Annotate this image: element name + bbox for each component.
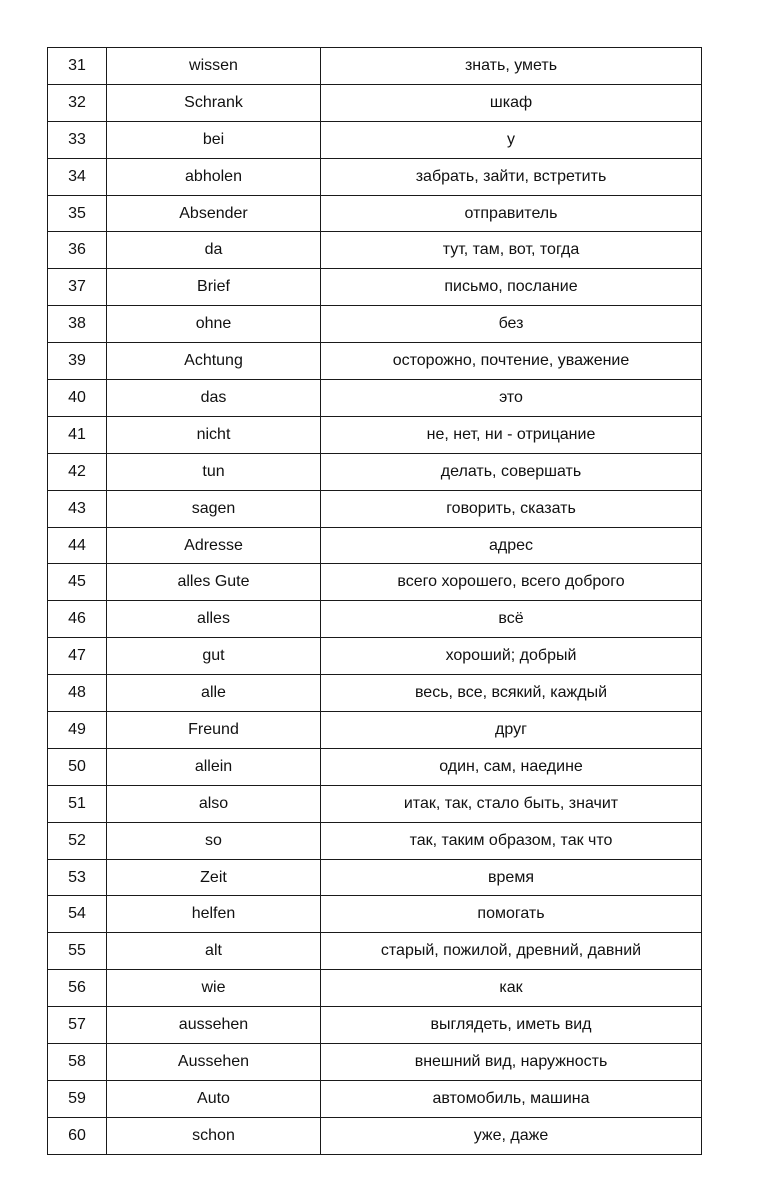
russian-translation-cell: итак, так, стало быть, значит <box>321 785 702 822</box>
german-word-cell: bei <box>107 121 321 158</box>
russian-translation-cell: помогать <box>321 896 702 933</box>
german-word-cell: allein <box>107 748 321 785</box>
table-row <box>48 121 702 158</box>
row-number-cell: 33 <box>48 121 107 158</box>
german-word-cell: sagen <box>107 490 321 527</box>
german-word-cell: gut <box>107 638 321 675</box>
table-row <box>48 785 702 822</box>
vocabulary-table-body <box>48 48 702 1155</box>
row-number-cell: 31 <box>48 48 107 85</box>
table-row <box>48 158 702 195</box>
table-row <box>48 712 702 749</box>
table-row <box>48 822 702 859</box>
table-row <box>48 859 702 896</box>
row-number-cell: 57 <box>48 1007 107 1044</box>
vocabulary-sheet <box>47 47 701 1155</box>
row-number-cell: 59 <box>48 1080 107 1117</box>
table-row <box>48 1007 702 1044</box>
german-word-cell: Auto <box>107 1080 321 1117</box>
russian-translation-cell: знать, уметь <box>321 48 702 85</box>
russian-translation-cell: выглядеть, иметь вид <box>321 1007 702 1044</box>
russian-translation-cell: делать, совершать <box>321 453 702 490</box>
russian-translation-cell: тут, там, вот, тогда <box>321 232 702 269</box>
german-word-cell: Aussehen <box>107 1044 321 1081</box>
row-number-cell: 54 <box>48 896 107 933</box>
russian-translation-cell: адрес <box>321 527 702 564</box>
row-number-cell: 34 <box>48 158 107 195</box>
row-number-cell: 35 <box>48 195 107 232</box>
row-number-cell: 60 <box>48 1117 107 1154</box>
russian-translation-cell: это <box>321 380 702 417</box>
row-number-cell: 49 <box>48 712 107 749</box>
table-row <box>48 1117 702 1154</box>
german-word-cell: das <box>107 380 321 417</box>
german-word-cell: wissen <box>107 48 321 85</box>
row-number-cell: 44 <box>48 527 107 564</box>
row-number-cell: 46 <box>48 601 107 638</box>
table-row <box>48 380 702 417</box>
row-number-cell: 51 <box>48 785 107 822</box>
table-row <box>48 1080 702 1117</box>
table-row <box>48 933 702 970</box>
vocabulary-table <box>47 47 702 1155</box>
german-word-cell: ohne <box>107 306 321 343</box>
russian-translation-cell: весь, все, всякий, каждый <box>321 675 702 712</box>
german-word-cell: alt <box>107 933 321 970</box>
russian-translation-cell: говорить, сказать <box>321 490 702 527</box>
german-word-cell: Zeit <box>107 859 321 896</box>
table-row <box>48 453 702 490</box>
table-row <box>48 84 702 121</box>
russian-translation-cell: как <box>321 970 702 1007</box>
row-number-cell: 38 <box>48 306 107 343</box>
table-row <box>48 896 702 933</box>
row-number-cell: 50 <box>48 748 107 785</box>
russian-translation-cell: время <box>321 859 702 896</box>
row-number-cell: 37 <box>48 269 107 306</box>
table-row <box>48 232 702 269</box>
russian-translation-cell: друг <box>321 712 702 749</box>
row-number-cell: 32 <box>48 84 107 121</box>
table-row <box>48 48 702 85</box>
german-word-cell: alles Gute <box>107 564 321 601</box>
german-word-cell: Schrank <box>107 84 321 121</box>
row-number-cell: 43 <box>48 490 107 527</box>
russian-translation-cell: осторожно, почтение, уважение <box>321 343 702 380</box>
german-word-cell: aussehen <box>107 1007 321 1044</box>
russian-translation-cell: так, таким образом, так что <box>321 822 702 859</box>
russian-translation-cell: у <box>321 121 702 158</box>
row-number-cell: 40 <box>48 380 107 417</box>
table-row <box>48 564 702 601</box>
german-word-cell: also <box>107 785 321 822</box>
german-word-cell: wie <box>107 970 321 1007</box>
table-row <box>48 269 702 306</box>
russian-translation-cell: один, сам, наедине <box>321 748 702 785</box>
row-number-cell: 47 <box>48 638 107 675</box>
table-row <box>48 195 702 232</box>
russian-translation-cell: старый, пожилой, древний, давний <box>321 933 702 970</box>
russian-translation-cell: шкаф <box>321 84 702 121</box>
row-number-cell: 58 <box>48 1044 107 1081</box>
table-row <box>48 343 702 380</box>
german-word-cell: alle <box>107 675 321 712</box>
russian-translation-cell: письмо, послание <box>321 269 702 306</box>
russian-translation-cell: уже, даже <box>321 1117 702 1154</box>
table-row <box>48 306 702 343</box>
german-word-cell: Absender <box>107 195 321 232</box>
german-word-cell: schon <box>107 1117 321 1154</box>
table-row <box>48 490 702 527</box>
russian-translation-cell: автомобиль, машина <box>321 1080 702 1117</box>
row-number-cell: 55 <box>48 933 107 970</box>
row-number-cell: 42 <box>48 453 107 490</box>
table-row <box>48 638 702 675</box>
table-row <box>48 601 702 638</box>
row-number-cell: 52 <box>48 822 107 859</box>
row-number-cell: 45 <box>48 564 107 601</box>
german-word-cell: alles <box>107 601 321 638</box>
row-number-cell: 56 <box>48 970 107 1007</box>
table-row <box>48 416 702 453</box>
russian-translation-cell: отправитель <box>321 195 702 232</box>
german-word-cell: Achtung <box>107 343 321 380</box>
russian-translation-cell: не, нет, ни - отрицание <box>321 416 702 453</box>
table-row <box>48 1044 702 1081</box>
row-number-cell: 41 <box>48 416 107 453</box>
russian-translation-cell: хороший; добрый <box>321 638 702 675</box>
german-word-cell: Brief <box>107 269 321 306</box>
row-number-cell: 53 <box>48 859 107 896</box>
table-row <box>48 675 702 712</box>
russian-translation-cell: забрать, зайти, встретить <box>321 158 702 195</box>
russian-translation-cell: внешний вид, наружность <box>321 1044 702 1081</box>
row-number-cell: 36 <box>48 232 107 269</box>
german-word-cell: helfen <box>107 896 321 933</box>
russian-translation-cell: всего хорошего, всего доброго <box>321 564 702 601</box>
german-word-cell: tun <box>107 453 321 490</box>
german-word-cell: nicht <box>107 416 321 453</box>
german-word-cell: Adresse <box>107 527 321 564</box>
row-number-cell: 48 <box>48 675 107 712</box>
german-word-cell: abholen <box>107 158 321 195</box>
table-row <box>48 527 702 564</box>
russian-translation-cell: без <box>321 306 702 343</box>
row-number-cell: 39 <box>48 343 107 380</box>
table-row <box>48 748 702 785</box>
german-word-cell: Freund <box>107 712 321 749</box>
german-word-cell: da <box>107 232 321 269</box>
russian-translation-cell: всё <box>321 601 702 638</box>
table-row <box>48 970 702 1007</box>
german-word-cell: so <box>107 822 321 859</box>
